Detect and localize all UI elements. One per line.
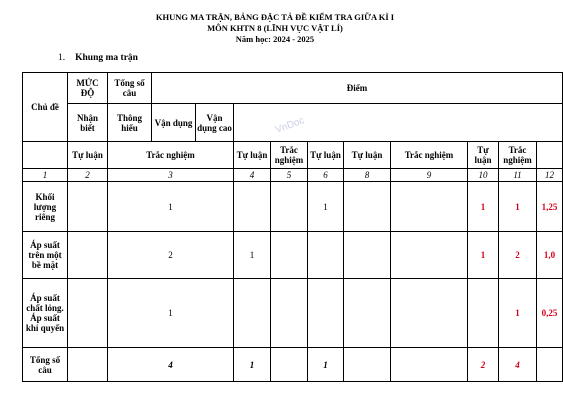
empty-header-cell <box>234 104 563 142</box>
tu-luan-col2: Tự luận <box>68 142 108 169</box>
diem-header: Điểm <box>152 73 563 104</box>
empty-cell <box>23 142 68 169</box>
score-cell: 1,0 <box>537 232 563 279</box>
data-cell <box>234 182 271 232</box>
van-dung-header: Vận dụng <box>152 104 196 142</box>
data-cell <box>468 279 499 348</box>
total-cell: 4 <box>499 348 537 382</box>
total-cell: 1 <box>234 348 271 382</box>
data-cell: 2 <box>499 232 537 279</box>
data-cell <box>391 232 468 279</box>
data-cell <box>344 232 391 279</box>
data-cell <box>344 348 391 382</box>
header-row-3 <box>23 142 563 169</box>
section-title: Khung ma trận <box>75 53 138 63</box>
data-cell: 1 <box>468 182 499 232</box>
nhan-biet-header: Nhận biết <box>68 104 108 142</box>
data-cell: 1 <box>108 182 234 232</box>
data-cell <box>344 279 391 348</box>
data-cell <box>537 348 563 382</box>
col-number: 4 <box>234 169 271 182</box>
topic-cell: Áp suất chất lỏng. Áp suất khí quyển <box>23 279 68 348</box>
data-cell <box>271 348 308 382</box>
empty-cell <box>537 142 563 169</box>
score-cell: 1,25 <box>537 182 563 232</box>
data-cell <box>391 348 468 382</box>
data-cell <box>271 182 308 232</box>
data-cell: 1 <box>499 279 537 348</box>
doc-school-year: Năm học: 2024 - 2025 <box>235 34 315 44</box>
data-cell <box>308 232 344 279</box>
data-cell: 1 <box>308 182 344 232</box>
data-cell <box>68 348 108 382</box>
data-cell <box>391 182 468 232</box>
data-cell <box>68 232 108 279</box>
col-number: 2 <box>68 169 108 182</box>
col-number: 11 <box>499 169 537 182</box>
total-cell: 4 <box>108 348 234 382</box>
data-cell <box>344 182 391 232</box>
table-row <box>23 232 563 279</box>
table-row <box>23 182 563 232</box>
chu-de-header: Chủ đề <box>23 73 68 142</box>
header-row-2 <box>23 104 563 142</box>
section-heading <box>58 53 138 63</box>
data-cell <box>271 232 308 279</box>
total-cell: 1 <box>308 348 344 382</box>
section-number: 1. <box>58 53 66 63</box>
topic-cell: Khối lượng riêng <box>23 182 68 232</box>
col-number: 12 <box>537 169 563 182</box>
tu-luan-col10: Tự luận <box>468 142 499 169</box>
matrix-table <box>22 72 563 382</box>
data-cell: 1 <box>499 182 537 232</box>
col-number: 3 <box>108 169 234 182</box>
col-number: 5 <box>271 169 308 182</box>
trac-nghiem-col5: Trắc nghiệm <box>271 142 308 169</box>
topic-cell: Áp suất trên một bề mặt <box>23 232 68 279</box>
data-cell <box>68 279 108 348</box>
table-row <box>23 279 563 348</box>
tu-luan-col4: Tự luận <box>234 142 271 169</box>
total-row <box>23 348 563 382</box>
watermark: VnDoc <box>274 115 306 136</box>
col-number: 8 <box>344 169 391 182</box>
tong-so-cau-header: Tổng số câu <box>108 73 152 104</box>
data-cell <box>308 279 344 348</box>
data-cell: 2 <box>108 232 234 279</box>
doc-subject: MÔN KHTN 8 (LĨNH VỰC VẬT LÍ) <box>207 23 343 33</box>
total-label: Tổng số câu <box>23 348 68 382</box>
data-cell: 1 <box>468 232 499 279</box>
col-number: 10 <box>468 169 499 182</box>
header-row-1 <box>23 73 563 104</box>
column-number-row <box>23 169 563 182</box>
trac-nghiem-col11: Trắc nghiệm <box>499 142 537 169</box>
data-cell <box>68 182 108 232</box>
data-cell: 1 <box>234 232 271 279</box>
doc-title: KHUNG MA TRẬN, BẢNG ĐẶC TẢ ĐỀ KIỂM TRA GIỮA KÌ I <box>155 12 395 22</box>
col-number: 6 <box>308 169 344 182</box>
tu-luan-col6: Tự luận <box>308 142 344 169</box>
van-dung-cao-header: Vận dụng cao <box>196 104 234 142</box>
col-number: 1 <box>23 169 68 182</box>
thong-hieu-header: Thông hiểu <box>108 104 152 142</box>
data-cell <box>234 279 271 348</box>
trac-nghiem-col9: Trắc nghiệm <box>391 142 468 169</box>
data-cell <box>271 279 308 348</box>
trac-nghiem-col3: Trắc nghiệm <box>108 142 234 169</box>
score-cell: 0,25 <box>537 279 563 348</box>
data-cell: 1 <box>108 279 234 348</box>
col-number: 9 <box>391 169 468 182</box>
muc-do-header: MỨC ĐỘ <box>68 73 108 104</box>
total-cell: 2 <box>468 348 499 382</box>
data-cell <box>391 279 468 348</box>
tu-luan-col8: Tự luận <box>344 142 391 169</box>
